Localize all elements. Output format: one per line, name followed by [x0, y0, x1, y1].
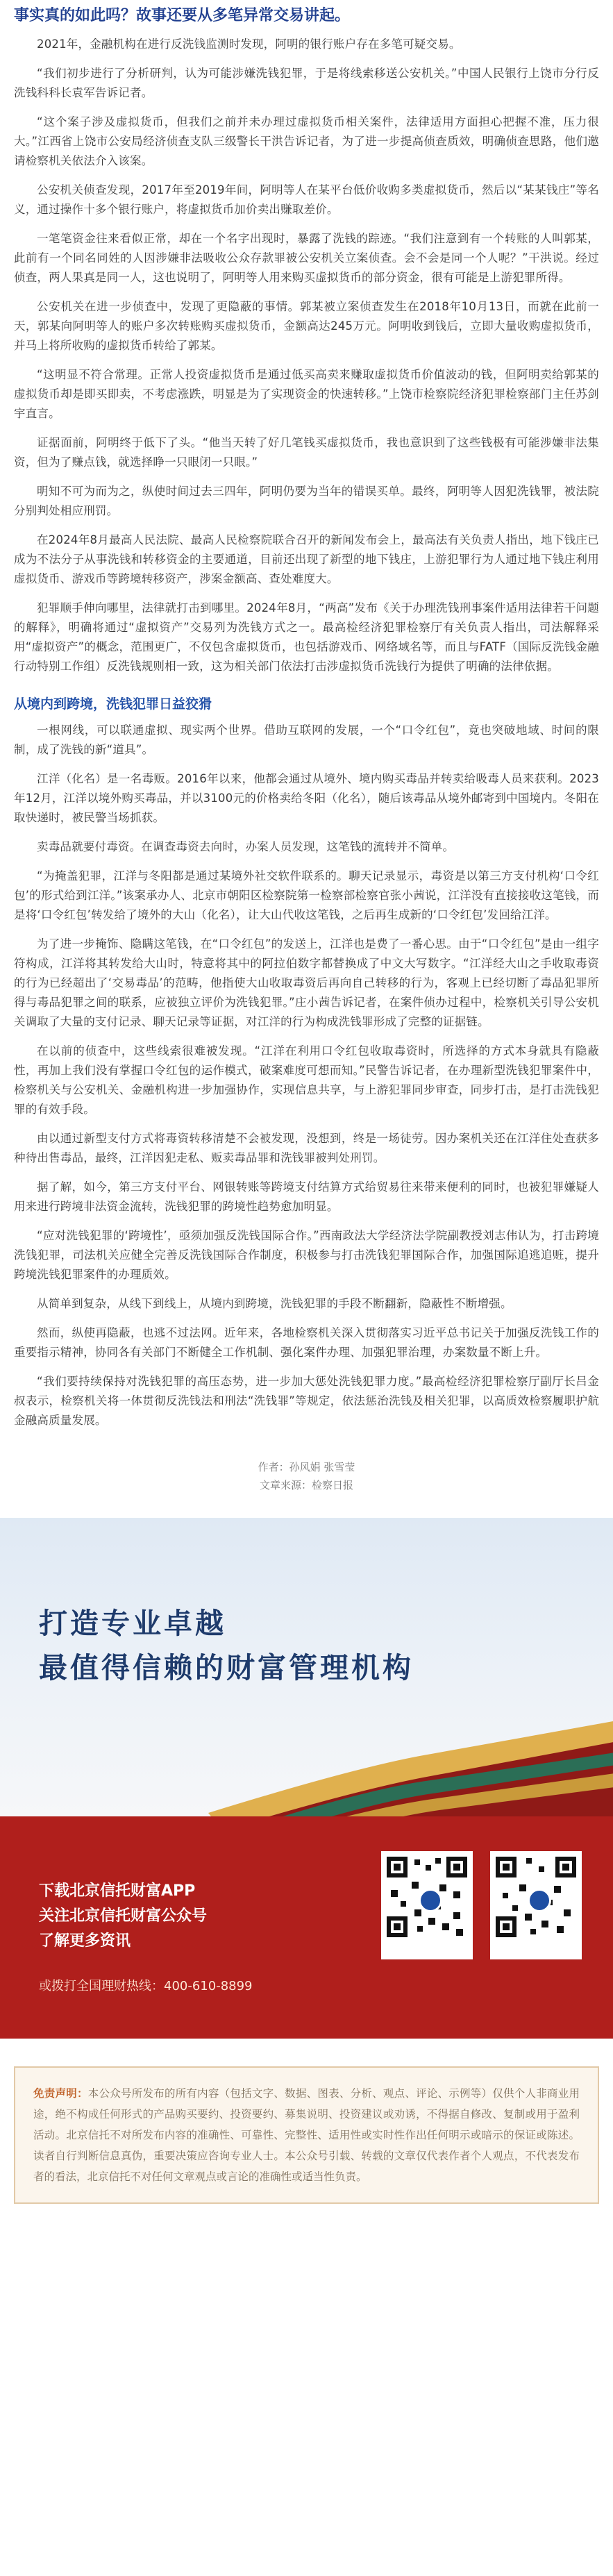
article-paragraph: “我们要持续保持对洗钱犯罪的高压态势，进一步加大惩处洗钱犯罪力度。”最高检经济犯罪检察厅副厅长吕金叔表示，检察机关将一体贯彻反洗钱法和刑法“洗钱罪”等规定，依法惩治洗钱及相关犯罪，以高质效检察履职护航金融高质量发展。 — [14, 1375, 599, 1427]
article-paragraph: 由以通过新型支付方式将毒资转移清楚不会被发现，没想到，终是一场徒劳。因办案机关还在江洋住处查获多种待出售毒品，最终，江洋因犯走私、贩卖毒品罪和洗钱罪被判处刑罚。 — [14, 1132, 599, 1164]
article-paragraph: “我们初步进行了分析研判，认为可能涉嫌洗钱犯罪，于是将线索移送公安机关。”中国人民银行上饶市分行反洗钱科科长袁军告诉记者。 — [14, 67, 599, 99]
article-paragraph: 在以前的侦查中，这些线索很难被发现。“江洋在利用口令红包收取毒资时，所选择的方式本身就具有隐蔽性，再加上我们没有掌握口令红包的运作模式，破案难度可想而知。”民警告诉记者，在办理新型洗钱犯罪案件中，检察机关与公安机关、金融机构进一步加强协作，实现信息共享，与上游犯罪同步审查，同步打击，是打击洗钱犯罪的有效手段。 — [14, 1044, 599, 1116]
article-paragraph: “应对洗钱犯罪的‘跨境性’，亟须加强反洗钱国际合作。”西南政法大学经济法学院副教授刘志伟认为，打击跨境洗钱犯罪，司法机关应健全完善反洗钱国际合作制度，积极参与打击洗钱犯罪国际合作，加强国际追逃追赃，提升跨境洗钱犯罪案件的办理质效。 — [14, 1229, 599, 1281]
cta-line1: 下载北京信托财富APP — [39, 1882, 196, 1900]
article-paragraph: 为了进一步掩饰、隐瞒这笔钱，在“口令红包”的发送上，江洋也是费了一番心思。由于“口令红包”是由一组字符构成，江洋将其转发给大山时，特意将其中的阿拉伯数字都替换成了中文大写数字。“江洋经大山之手收取毒资的行为已经超出了‘交易毒品’的范畴，他指使大山收取毒资后再向自己转移的行为，客观上已经切断了毒品犯罪所得与毒品犯罪之间的联系，应被独立评价为洗钱犯罪。”庄小茜告诉记者，在案件侦办过程中，检察机关引导公安机关调取了大量的支付记录、聊天记录等证据，对江洋的行为构成洗钱罪形成了完整的证据链。 — [14, 937, 599, 1028]
article-paragraph: 然而，纵使再隐蔽，也逃不过法网。近年来，各地检察机关深入贯彻落实习近平总书记关于加强反洗钱工作的重要指示精神，协同各有关部门不断健全工作机制、强化案件办理、加强犯罪治理，办案数量不断上升。 — [14, 1326, 599, 1359]
banner-cta — [39, 1879, 207, 1954]
article-paragraph: 公安机关侦查发现，2017年至2019年间，阿明等人在某平台低价收购多类虚拟货币，然后以“某某钱庄”等名义，通过操作十多个银行账户，将虚拟货币加价卖出赚取差价。 — [14, 183, 599, 216]
article-paragraph: 公安机关在进一步侦查中，发现了更隐蔽的事情。郭某被立案侦查发生在2018年10月13日，而就在此前一天，郭某向阿明等人的账户多次转账购买虚拟货币，金额高达245万元。阿明收到钱后，立即大量收购虚拟货币，并马上将所收购的虚拟货币转给了郭某。 — [14, 300, 599, 352]
article-paragraph: “这明显不符合常理。正常人投资虚拟货币是通过低买高卖来赚取虚拟货币价值波动的钱，但阿明卖给郭某的虚拟货币却是即买即卖，不考虑涨跌，明显是为了实现资金的快速转移。”上饶市检察院经济犯罪检察部门主任苏剑宇直言。 — [14, 368, 599, 420]
cta-line2: 关注北京信托财富公众号 — [39, 1907, 208, 1925]
article-paragraph: 2021年，金融机构在进行反洗钱监测时发现，阿明的银行账户存在多笔可疑交易。 — [37, 37, 461, 51]
qr-brand-logo — [528, 1889, 551, 1912]
banner-title-line2: 最值得信赖的财富管理机构 — [39, 1651, 414, 1684]
article-paragraph: 明知不可为而为之，纵使时间过去三四年，阿明仍要为当年的错误买单。最终，阿明等人因犯洗钱罪，被法院分别判处相应刑罚。 — [14, 485, 599, 517]
author-line: 作者：孙风娟 张雪莹 — [258, 1461, 355, 1473]
article-paragraph: 犯罪顺手伸向哪里，法律就打击到哪里。2024年8月，“两高”发布《关于办理洗钱刑事案件适用法律若干问题的解释》，明确将通过“虚拟资产”交易列为洗钱方式之一。最高检经济犯罪检察厅有关负责人指出，司法解释采用“虚拟资产”的概念，范围更广，不仅包含虚拟货币，也包括游戏币、网络域名等，而且与FATF（国际反洗钱金融行动特别工作组）反洗钱规则相一致，这为相关部门依法打击涉虚拟货币洗钱行为提供了明确的法律依据。 — [14, 601, 599, 673]
byline — [14, 1458, 599, 1494]
article-paragraph: 江洋（化名）是一名毒贩。2016年以来，他都会通过从境外、境内购买毒品并转卖给吸毒人员来获利。2023年12月，江洋以境外购买毒品，并以3100元的价格卖给冬阳（化名），随后该毒品从境外邮寄到中国境内。冬阳在取快递时，被民警当场抓获。 — [14, 772, 599, 824]
source-line: 文章来源：检察日报 — [259, 1479, 353, 1491]
qr-brand-logo — [419, 1889, 442, 1912]
article-paragraph: 据了解，如今，第三方支付平台、网银转账等跨境支付结算方式给贸易往来带来便利的同时，也被犯罪嫌疑人用来进行跨境非法资金流转，洗钱犯罪的跨境性趋势愈加明显。 — [14, 1180, 599, 1213]
disclaimer-label: 免责声明： — [33, 2087, 88, 2100]
paragraph-group-b — [14, 721, 599, 1430]
article-paragraph: “为掩盖犯罪，江洋与冬阳都是通过某境外社交软件联系的。聊天记录显示，毒资是以第三方支付机构‘口令红包’的形式给到江洋。”该案承办人、北京市朝阳区检察院第一检察部检察官张小茜说，江洋没有直接接收这笔钱，而是将‘口令红包’转发给了境外的大山（化名），让大山代收这笔钱，之后再生成新的‘口令红包’发回给江洋。 — [14, 869, 599, 921]
article-paragraph: 从简单到复杂，从线下到线上，从境内到跨境，洗钱犯罪的手段不断翻新，隐蔽性不断增强。 — [37, 1297, 512, 1310]
hotline-text[interactable]: 或拨打全国理财热线：400-610-8899 — [39, 1979, 253, 1993]
article-paragraph: 一笔笔资金往来看似正常，却在一个名字出现时，暴露了洗钱的踪迹。“我们注意到有一个转账的人叫郭某，此前有一个同名同姓的人因涉嫌非法吸收公众存款罪被公安机关立案侦查。会不会是同一个人呢？”干洪说。经过侦查，两人果真是同一人，这也说明了，阿明等人用来购买虚拟货币的部分资金，很有可能是上游犯罪所得。 — [14, 232, 599, 284]
banner-title-line1: 打造专业卓越 — [39, 1607, 226, 1640]
app-qr-code[interactable] — [381, 1851, 473, 1959]
banner-title — [39, 1601, 414, 1690]
article-paragraph: “这个案子涉及虚拟货币，但我们之前并未办理过虚拟货币相关案件，法律适用方面担心把握不准，压力很大。”江西省上饶市公安局经济侦查支队三级警长干洪告诉记者，为了进一步提高侦查质效，明确侦查思路，他们邀请检察机关依法介入该案。 — [14, 115, 599, 167]
wechat-qr-code[interactable] — [490, 1851, 582, 1959]
disclaimer-text: 本公众号所发布的所有内容（包括文字、数据、图表、分析、观点、评论、示例等）仅供个人非商业用途，绝不构成任何形式的产品购买要约、投资要约、募集说明、投资建议或劝诱，不得据自修改、复制或用于盈利活动。北京信托不对所发布内容的准确性、可靠性、完整性、适用性或实时性作出任何明示或暗示的保证或陈述。读者自行判断信息真伪，重要决策应咨询专业人士。本公众号引载、转载的文章仅代表作者个人观点，不代表发布者的看法，北京信托不对任何文章观点或言论的准确性或适当性负责。 — [33, 2087, 580, 2183]
article-paragraph: 证据面前，阿明终于低下了头。“他当天转了好几笔钱买虚拟货币，我也意识到了这些钱极有可能涉嫌非法集资，但为了赚点钱，就选择睁一只眼闭一只眼。” — [14, 436, 599, 469]
disclaimer-box — [14, 2066, 599, 2204]
article-paragraph: 一根网线，可以联通虚拟、现实两个世界。借助互联网的发展，一个“口令红包”，竟也突破地域、时间的限制，成了洗钱的新“道具”。 — [14, 724, 599, 756]
paragraph-group-a — [14, 35, 599, 676]
promo-banner[interactable] — [0, 1518, 613, 2039]
section-title: 从境内到跨境，洗钱犯罪日益狡猾 — [14, 696, 212, 712]
cta-line3: 了解更多资讯 — [39, 1932, 131, 1950]
disclaimer-section — [0, 2039, 613, 2232]
article-lead: 事实真的如此吗？故事还要从多笔异常交易讲起。 — [14, 7, 351, 24]
article-paragraph: 在2024年8月最高人民法院、最高人民检察院联合召开的新闻发布会上，最高法有关负责人指出，地下钱庄已成为不法分子从事洗钱和转移资金的主要通道，目前还出现了新型的地下钱庄，上游犯罪行为人通过地下钱庄利用虚拟货币、游戏币等跨境转移资产，涉案金额高、查处难度大。 — [14, 533, 599, 585]
article-paragraph: 卖毒品就要付毒资。在调查毒资去向时，办案人员发现，这笔钱的流转并不简单。 — [37, 840, 455, 853]
